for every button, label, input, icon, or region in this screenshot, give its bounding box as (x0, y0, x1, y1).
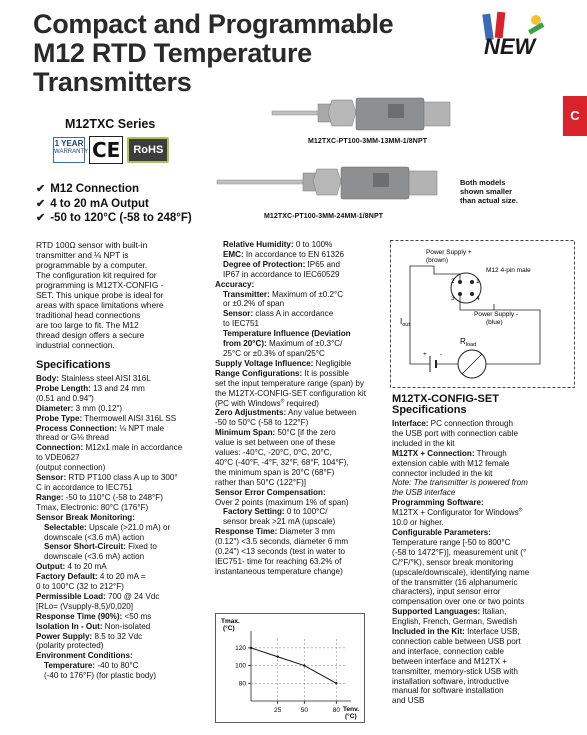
size-note-line: Both models (460, 178, 506, 187)
spec-min-span (215, 428, 387, 438)
spec-value: installation software, introductive (392, 676, 509, 686)
spec-value: values: -40°C, -20°C, 0°C, 20°C, (215, 448, 332, 458)
spec-probe-length (36, 384, 211, 394)
x-tick-label: 50 (300, 707, 308, 714)
spec-value: 13 and 24 mm (90, 383, 145, 393)
spec-response-time (36, 612, 211, 622)
spec-value: thread or G⅛ thread (36, 433, 109, 443)
new-badge-text: NEW (484, 34, 536, 59)
spec-value: -50 to 110°C (-58 to 248°F) (63, 492, 163, 502)
spec-value: the M12TX-CONFIG-SET configuration kit (215, 388, 366, 398)
title-line-3: Transmitters (33, 67, 192, 97)
config-interface (392, 419, 575, 429)
size-note-line: shown smaller (460, 187, 513, 196)
spec-value: included in the kit (392, 438, 455, 448)
pin-1-label: 1 (476, 278, 480, 285)
spec-value: (0.24") <13 seconds (test in water to (215, 547, 345, 557)
spec-value: compensation over one or two points (392, 597, 525, 607)
new-badge-logo (470, 8, 556, 63)
spec-humidity (215, 240, 387, 250)
spec-response (215, 527, 387, 537)
spec-value: [RLo= (Vsupply-8,5)/0,020] (36, 601, 133, 611)
data-point (276, 656, 278, 658)
section-tab: C (563, 96, 587, 136)
spec-label: Temperature: (44, 661, 96, 671)
spec-value: 40°C (-40°F, -4°F, 32°F, 68°F, 104°F), (215, 457, 349, 467)
spec-label: Power Supply: (36, 631, 93, 641)
registered-mark: ® (518, 507, 523, 514)
spec-value: rather than 50°C (122°F)] (215, 477, 307, 487)
spec-value: Thermowell AISI 316L SS (82, 413, 177, 423)
spec-value: Stainless steel AISI 316L (58, 374, 151, 383)
spec-value: Non-isolated (102, 621, 151, 631)
spec-value: between interface and M12TX + (392, 656, 507, 666)
spec-label: Degree of Protection: (223, 259, 306, 269)
spec-value: (-58 to 1472°F)], measurement unit (° (392, 547, 527, 557)
spec-value: 3 mm (0.12") (73, 403, 123, 413)
intro-line: RTD 100Ω sensor with built-in (36, 240, 148, 250)
spec-value: and USB (392, 696, 425, 706)
spec-label: Minimum Span: (215, 428, 276, 438)
spec-value: ⅛ NPT male (116, 423, 165, 433)
spec-environment: Environment Conditions: (36, 651, 133, 661)
spec-value: <50 ms (122, 611, 152, 621)
spec-label: Interface: (392, 419, 429, 428)
spec-value: Fixed to (125, 542, 157, 552)
spec-sensor-accuracy (215, 309, 387, 319)
config-heading: M12TX-CONFIG-SET (392, 393, 499, 405)
spec-label: Process Connection: (36, 423, 117, 433)
data-point (250, 647, 252, 649)
config-connection (392, 449, 575, 459)
spec-value: Upscale (>21.0 mA) or (86, 522, 171, 532)
check-icon: ✔ (36, 183, 46, 195)
spec-output (36, 562, 211, 572)
spec-value: C in accordance to IEC751 (36, 482, 133, 492)
spec-label: Selectable: (44, 522, 87, 532)
spec-value: Over 2 points (maximum 1% of span) (215, 497, 349, 507)
spec-body (36, 374, 211, 384)
spec-label: Sensor: (223, 309, 254, 319)
size-note (460, 178, 518, 205)
spec-label: Factory Default: (36, 572, 98, 582)
size-note-line: than actual size. (460, 196, 518, 205)
pin-2-label: 2 (451, 278, 455, 285)
spec-value-part: required) (284, 398, 319, 408)
spec-supply-influence (215, 359, 387, 369)
spec-value: the minimum span is 20°C (68°F) (215, 467, 335, 477)
spec-value: Diameter 3 mm (277, 527, 335, 537)
intro-line: programmable by a computer. (36, 260, 148, 270)
spec-value: Any value between (286, 408, 357, 418)
spec-label: Response Time: (215, 527, 278, 537)
intro-line: SET. This unique probe is ideal for (36, 290, 164, 300)
spec-label: Transmitter: (223, 289, 270, 299)
spec-value: Maximum of ±0.3°C/ (266, 339, 343, 349)
series-name: M12TXC Series (65, 117, 156, 131)
spec-label: Response Time (90%): (36, 611, 123, 621)
power-plus-label: Power Supply + (426, 249, 472, 256)
spec-label: Temperature Influence (Deviation (223, 329, 351, 339)
feature-item (36, 197, 192, 212)
spec-value: downscale (<3.6 mA) action (44, 552, 145, 562)
intro-line: thread design offers a secure (36, 330, 145, 340)
spec-permissible-load (36, 592, 211, 602)
spec-connection (36, 443, 211, 453)
config-software-label: Programming Software: (392, 498, 484, 508)
derating-chart (215, 613, 365, 723)
feature-item (36, 211, 192, 226)
spec-value: downscale (<3.6 mA) action (44, 532, 145, 542)
spec-value-part: M12TX + Configurator for Windows (392, 508, 519, 518)
check-icon: ✔ (36, 197, 46, 210)
spec-label: Probe Length: (36, 383, 91, 393)
product-image-24mm (215, 160, 445, 208)
spec-value: (upscale/downscale), identifying name (392, 567, 530, 577)
spec-value: Maximum of ±0.2°C (269, 289, 344, 299)
spec-label: Supply Voltage Influence: (215, 358, 314, 368)
spec-factory-setting (215, 507, 387, 517)
data-point (335, 682, 337, 684)
spec-zero-adjust (215, 408, 387, 418)
spec-label: Isolation In - Out: (36, 621, 103, 631)
spec-value: (0.51 and 0.94") (36, 393, 94, 403)
spec-value: 700 @ 24 Vdc (105, 591, 160, 601)
spec-label: Diameter: (36, 403, 74, 413)
m12-label: M12 4-pin male (486, 267, 531, 274)
feature-list (36, 182, 192, 226)
spec-value: 0 to 100°C/ (284, 507, 328, 517)
spec-value: 25°C or ±0.3% of span/25°C (223, 348, 325, 358)
spec-label: Output: (36, 562, 66, 572)
spec-label: Sensor: (36, 473, 67, 483)
intro-line: are too large to fit. The M12 (36, 320, 139, 330)
rload-label: $R_{load}$ (460, 337, 477, 348)
intro-paragraph (36, 240, 211, 350)
feature-item (36, 182, 192, 197)
spec-value: connection cable between USB port (392, 636, 521, 646)
feature-text: M12 Connection (50, 183, 140, 195)
ce-mark: CE (89, 136, 123, 164)
product-caption-1: M12TXC-PT100-3MM-13MM-1/8NPT (308, 138, 428, 145)
spec-factory-default (36, 572, 211, 582)
spec-value: PC connection through (428, 419, 514, 428)
registered-mark: ® (280, 397, 285, 404)
spec-label: Body: (36, 374, 59, 383)
warranty-years: 1 YEAR (54, 139, 84, 148)
spec-value: 4 to 20 mA = (97, 572, 146, 582)
spec-label: Relative Humidity: (223, 240, 294, 249)
spec-value: 0 to 100% (293, 240, 333, 249)
plus-sign: + (423, 351, 427, 358)
spec-value: English, French, German, Swedish (392, 617, 518, 627)
spec-value: instantaneous temperature change) (215, 566, 343, 576)
spec-sensor (36, 473, 211, 483)
spec-value: In accordance to EN 61326 (243, 249, 345, 259)
spec-short-circuit (36, 542, 211, 552)
title-line-2: M12 RTD Temperature (33, 38, 312, 68)
spec-value: IEC751- time for reaching 63.2% of (215, 557, 342, 566)
minus-sign: - (440, 351, 443, 358)
spec-value: (polarity protected) (36, 641, 104, 651)
spec-value: of the transmitter (16 alphanumeric (392, 577, 518, 587)
spec-label: Range: (36, 492, 64, 502)
spec-range (36, 493, 211, 503)
spec-power-supply (36, 632, 211, 642)
spec-label: Range Configurations: (215, 368, 303, 378)
spec-emc (215, 250, 387, 260)
title-line-1: Compact and Programmable (33, 9, 394, 39)
power-plus-color: (brown) (426, 257, 449, 264)
spec-label: EMC: (223, 249, 244, 259)
rohs-badge: RoHS (127, 137, 169, 163)
spec-label: Probe Type: (36, 413, 83, 423)
spec-value: Tmax, Electronic: 80°C (176°F) (36, 502, 149, 512)
spec-value-part: (PC with Windows (215, 398, 281, 408)
spec-transmitter (215, 290, 387, 300)
spec-value: C/°F/°K), sensor break monitoring (392, 557, 514, 567)
data-point (303, 664, 305, 666)
intro-line: areas with space limitations where (36, 300, 164, 310)
spec-value: IP65 and (305, 259, 340, 269)
spec-value: 4 to 20 mA (65, 562, 107, 572)
spec-value: It is possible (302, 368, 350, 378)
page-title (33, 10, 453, 97)
config-note: Note: The transmitter is powered from (392, 478, 528, 488)
spec-value: connector included in the kit (392, 468, 493, 478)
spec-value: and interface, connection cable (392, 646, 505, 656)
product-caption-2: M12TXC-PT100-3MM-24MM-1/8NPT (264, 213, 384, 220)
spec-label: from 20°C): (223, 339, 267, 349)
spec-value: extension cable with M12 female (392, 458, 510, 468)
pin-4-label: 4 (476, 295, 480, 302)
column-left (36, 240, 211, 681)
spec-value: manual for software installation (392, 686, 504, 696)
spec-label: Zero Adjustments: (215, 408, 287, 418)
intro-line: industrial connection. (36, 340, 115, 350)
y-tick-label: 80 (238, 680, 246, 688)
spec-value: 8.5 to 32 Vdc (92, 631, 143, 641)
warranty-label: WARRANTY (54, 149, 89, 155)
spec-value: to IEC751 (223, 319, 259, 329)
spec-value: IP67 in accordance to IEC60529 (223, 269, 340, 279)
spec-value: Interface USB, (464, 627, 520, 637)
spec-value: (0.12") <3.5 seconds, diameter 6 mm (215, 537, 349, 547)
feature-text: 4 to 20 mA Output (50, 197, 149, 210)
x-tick-label: 80 (332, 707, 340, 714)
spec-value: the USB port with connection cable (392, 428, 518, 438)
x-axis-unit: (°C) (345, 713, 357, 720)
spec-protection (215, 260, 387, 270)
check-icon: ✔ (36, 212, 46, 224)
spec-value: (output connection) (36, 463, 106, 473)
y-tick-label: 120 (235, 644, 246, 652)
spec-range-config (215, 369, 387, 379)
intro-line: programming is M12TX-CONFIG - (36, 280, 164, 290)
spec-temp-influence (215, 339, 387, 349)
spec-label: Factory Setting: (223, 507, 285, 517)
spec-value: set the input temperature range (span) by (215, 378, 364, 388)
spec-value: M12x1 male in accordance (83, 443, 183, 453)
spec-diameter (36, 404, 211, 414)
spec-label: M12TX + Connection: (392, 448, 475, 458)
intro-line: transmitter and ⅛ NPT is (36, 250, 129, 260)
spec-value: to VDE0627 (36, 453, 80, 463)
spec-value: Italian, (480, 607, 507, 617)
x-axis-title: Tenv. (343, 706, 360, 713)
spec-value: 10.0 or higher. (392, 518, 444, 528)
spec-value: -40 to 80°C (95, 661, 139, 671)
spec-label: Permissible Load: (36, 591, 106, 601)
spec-break-monitoring: Sensor Break Monitoring: (36, 512, 135, 522)
spec-label: Included in the Kit: (392, 627, 465, 637)
intro-line: traditional head connections (36, 310, 141, 320)
config-parameters-label: Configurable Parameters: (392, 527, 491, 537)
spec-label: Sensor Short-Circuit: (44, 542, 126, 552)
y-axis-title: Tmax. (221, 618, 240, 625)
spec-value: transmitter, memory-stick USB with (392, 666, 518, 676)
spec-label: Supported Languages: (392, 607, 481, 617)
spec-value: Negligible (313, 358, 352, 368)
spec-value: sensor break >21 mA (upscale) (223, 517, 336, 527)
intro-line: The configuration kit required for (36, 270, 157, 280)
config-subheading: Specifications (392, 404, 467, 416)
x-tick-label: 25 (274, 707, 282, 714)
certification-badges (53, 136, 169, 164)
column-middle (215, 240, 387, 577)
product-image-13mm (270, 88, 455, 136)
spec-value (215, 399, 387, 409)
spec-value: -50 to 50°C (-58 to 122°F) (215, 418, 309, 428)
spec-label: Connection: (36, 443, 84, 453)
feature-text: -50 to 120°C (-58 to 248°F) (50, 212, 192, 224)
spec-temperature (36, 661, 211, 671)
spec-value: or ±0.2% of span (223, 299, 285, 309)
iout-label: $I_{out}$ (400, 317, 410, 328)
spec-value: RTD PT100 class A up to 300° (66, 473, 178, 483)
column-right (392, 394, 575, 706)
specifications-heading: Specifications (36, 359, 111, 371)
spec-process-connection (36, 424, 211, 434)
spec-value: 50°C [if the zero (275, 428, 336, 438)
spec-error-comp: Sensor Error Compensation: (215, 487, 326, 497)
y-tick-label: 100 (235, 662, 246, 670)
spec-accuracy: Accuracy: (215, 279, 255, 289)
spec-value (392, 508, 575, 518)
config-languages (392, 607, 575, 617)
config-note: the USB interface (392, 488, 456, 498)
y-axis-unit: (°C) (223, 625, 235, 632)
spec-isolation (36, 622, 211, 632)
spec-selectable (36, 523, 211, 533)
power-minus-color: (blue) (486, 319, 503, 326)
power-minus-label: Power Supply - (474, 311, 519, 318)
spec-value: class A in accordance (253, 309, 334, 319)
spec-value: characters), input sensor error (392, 587, 501, 597)
spec-probe-type (36, 414, 211, 424)
spec-value: Through (474, 448, 507, 458)
spec-value: (-40 to 176°F) (for plastic body) (44, 671, 157, 681)
wiring-diagram (390, 240, 575, 388)
spec-value: value is set between one of these (215, 438, 336, 448)
spec-value: 0 to 100°C (32 to 212°F) (36, 582, 124, 592)
warranty-badge (53, 137, 89, 163)
config-kit (392, 627, 575, 637)
spec-value: Temperature range [-50 to 800°C (392, 537, 511, 547)
pin-3-label: 3 (451, 295, 455, 302)
